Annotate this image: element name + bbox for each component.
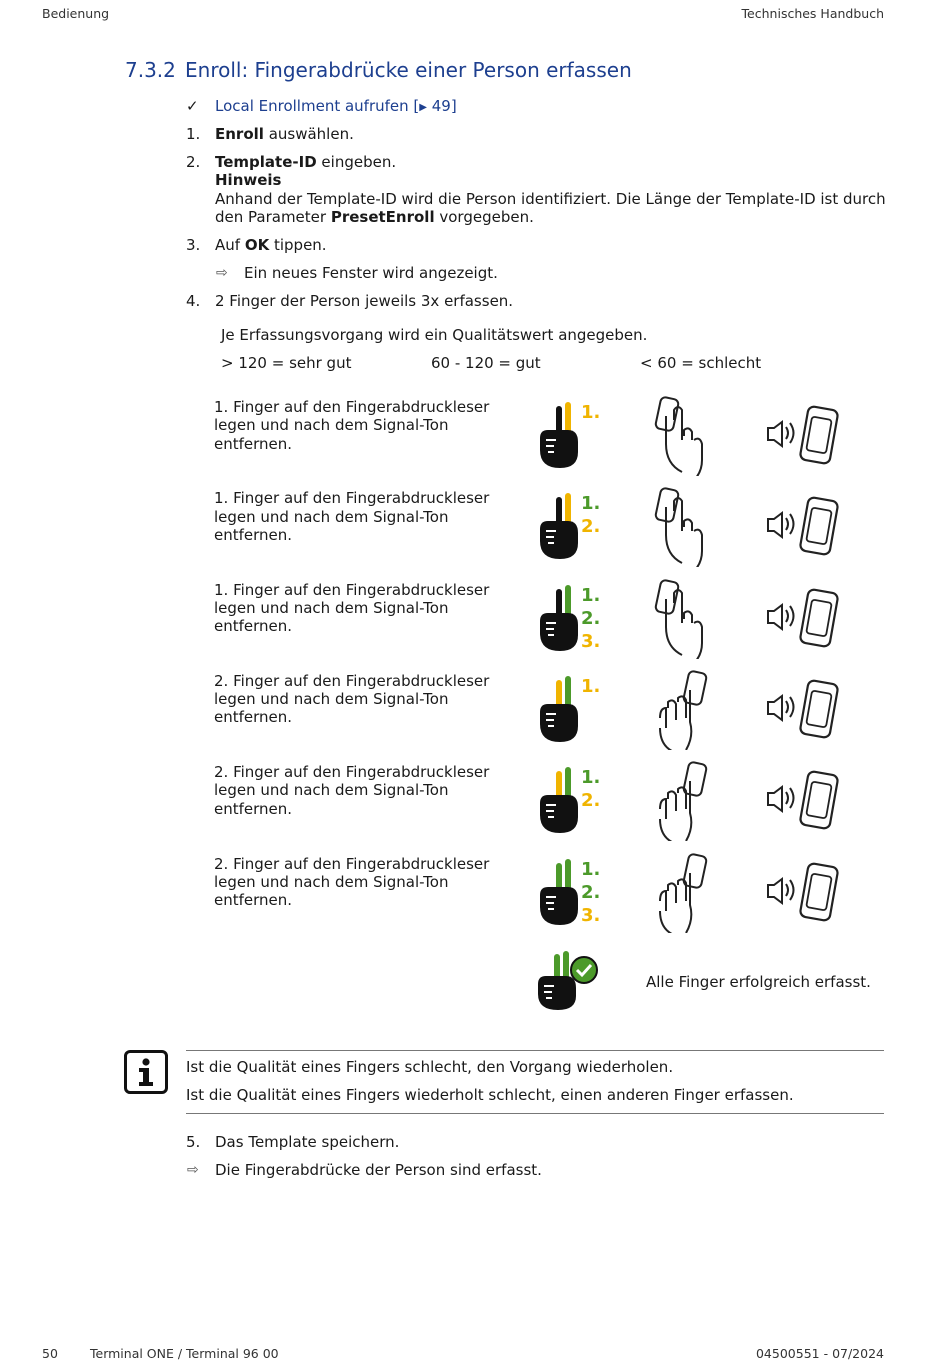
result-arrow-icon: ⇨ (187, 1162, 199, 1178)
note-line-2-post: vorgegeben. (434, 208, 534, 226)
step-2-rest: eingeben. (316, 153, 397, 171)
enroll-row-line: entfernen. (214, 891, 293, 910)
step-number: 2. (186, 153, 201, 171)
quality-intro: Je Erfassungsvorgang wird ein Qualitätswert angegeben. (221, 326, 648, 344)
step-3-text (215, 236, 327, 254)
footer-page: 50 (42, 1346, 58, 1361)
success-text: Alle Finger erfolgreich erfasst. (646, 973, 871, 991)
info-icon-glyph (127, 1053, 165, 1091)
enroll-row-line: legen und nach dem Signal-Ton (214, 690, 449, 709)
signal-tone-device-icon (764, 495, 844, 563)
step-2-text (215, 153, 396, 171)
scan-count: 1. (581, 858, 601, 880)
info-line-1: Ist die Qualität eines Fingers schlecht, den Vorgang wiederholen. (186, 1058, 674, 1076)
step-3-result: Ein neues Fenster wird angezeigt. (244, 264, 498, 282)
check-icon: ✓ (186, 97, 199, 115)
step-1-rest: auswählen. (263, 125, 354, 143)
quality-bad: < 60 = schlecht (640, 354, 762, 372)
quality-ok: 60 - 120 = gut (431, 354, 541, 372)
note-line-2-pre: den Parameter (215, 208, 331, 226)
enroll-row-text (214, 581, 504, 636)
enroll-row-line: legen und nach dem Signal-Ton (214, 781, 449, 800)
prereq-link-text[interactable]: Local Enrollment aufrufen [ (215, 97, 420, 115)
scan-count: 2. (581, 790, 601, 812)
divider-bottom (186, 1113, 884, 1114)
note-title-text: Hinweis (215, 171, 282, 189)
signal-tone-device-icon (764, 678, 844, 746)
enroll-row-text (214, 763, 504, 818)
step-number: 3. (186, 236, 201, 254)
enroll-row-text (214, 855, 504, 910)
section-title (125, 58, 632, 82)
enroll-row-line: legen und nach dem Signal-Ton (214, 598, 449, 617)
step-number: 1. (186, 125, 201, 143)
enroll-row-line: 2. Finger auf den Fingerabdruckleser (214, 854, 490, 873)
enroll-row-line: entfernen. (214, 434, 293, 453)
signal-tone-device-icon (764, 404, 844, 472)
success-hand-icon (534, 950, 604, 1016)
header-left: Bedienung (42, 6, 110, 21)
enroll-row-text (214, 672, 504, 727)
enroll-row-line: entfernen. (214, 617, 293, 636)
info-icon (124, 1050, 168, 1094)
scan-count: 3. (581, 630, 601, 652)
note-title (215, 171, 281, 189)
finger-on-scanner-icon (652, 670, 722, 754)
step-2-bold: Template-ID (215, 153, 317, 171)
enroll-row-text (214, 398, 504, 453)
footer-product: Terminal ONE / Terminal 96 00 (90, 1346, 279, 1361)
section-title-text: Enroll: Fingerabdrücke einer Person erfassen (185, 58, 632, 82)
step-number: 5. (186, 1133, 201, 1151)
result-arrow-icon: ⇨ (216, 265, 228, 281)
enroll-row-line: entfernen. (214, 708, 293, 727)
note-line-2-bold: PresetEnroll (330, 208, 435, 226)
finger-on-scanner-icon (652, 487, 722, 571)
enroll-row-text (214, 489, 504, 544)
header-right: Technisches Handbuch (741, 6, 884, 21)
enroll-row-line: entfernen. (214, 525, 293, 544)
step-3-pre: Auf (215, 236, 245, 254)
enroll-row-line: legen und nach dem Signal-Ton (214, 416, 449, 435)
enroll-row-line: 1. Finger auf den Fingerabdruckleser (214, 398, 490, 416)
scan-count: 1. (581, 767, 601, 789)
step-1-text (215, 125, 354, 143)
divider-top (186, 1050, 884, 1051)
enroll-row-line: 1. Finger auf den Fingerabdruckleser (214, 580, 490, 599)
signal-tone-device-icon (764, 769, 844, 837)
enroll-row-line: legen und nach dem Signal-Ton (214, 507, 449, 526)
scan-count: 3. (581, 904, 601, 926)
enroll-row-line: 2. Finger auf den Fingerabdruckleser (214, 671, 490, 690)
scan-count: 1. (581, 584, 601, 606)
info-line-2: Ist die Qualität eines Fingers wiederholt schlecht, einen anderen Finger erfassen. (186, 1086, 794, 1104)
finger-on-scanner-icon (652, 761, 722, 845)
step-number: 4. (186, 292, 201, 310)
step-4-text: 2 Finger der Person jeweils 3x erfassen. (215, 292, 514, 310)
enroll-row-line: legen und nach dem Signal-Ton (214, 872, 449, 891)
enroll-row-line: 1. Finger auf den Fingerabdruckleser (214, 489, 490, 508)
arrow-right-icon: ▶ (419, 102, 427, 113)
signal-tone-device-icon (764, 861, 844, 929)
signal-tone-device-icon (764, 587, 844, 655)
prereq-link[interactable] (215, 97, 457, 117)
scan-count: 1. (581, 675, 601, 697)
finger-on-scanner-icon (652, 579, 722, 663)
scan-count: 2. (581, 881, 601, 903)
section-number: 7.3.2 (125, 58, 176, 82)
scan-count: 1. (581, 493, 601, 515)
finger-on-scanner-icon (652, 396, 722, 480)
note-line-1: Anhand der Template-ID wird die Person identifiziert. Die Länge der Template-ID ist durch (215, 190, 886, 208)
note-line-2 (215, 208, 534, 226)
footer-docnum: 04500551 - 07/2024 (755, 1346, 884, 1361)
enroll-row-line: entfernen. (214, 799, 293, 818)
step-5-text: Das Template speichern. (215, 1133, 400, 1151)
step-3-rest: tippen. (269, 236, 327, 254)
final-result: Die Fingerabdrücke der Person sind erfasst. (215, 1161, 542, 1179)
scan-count: 2. (581, 607, 601, 629)
scan-count: 2. (581, 516, 601, 538)
prereq-page[interactable]: 49] (426, 97, 457, 115)
finger-on-scanner-icon (652, 853, 722, 937)
quality-good: > 120 = sehr gut (221, 354, 352, 372)
enroll-row-line: 2. Finger auf den Fingerabdruckleser (214, 763, 490, 782)
scan-count: 1. (581, 402, 601, 423)
step-3-bold: OK (244, 236, 270, 254)
step-1-bold: Enroll (215, 125, 264, 143)
